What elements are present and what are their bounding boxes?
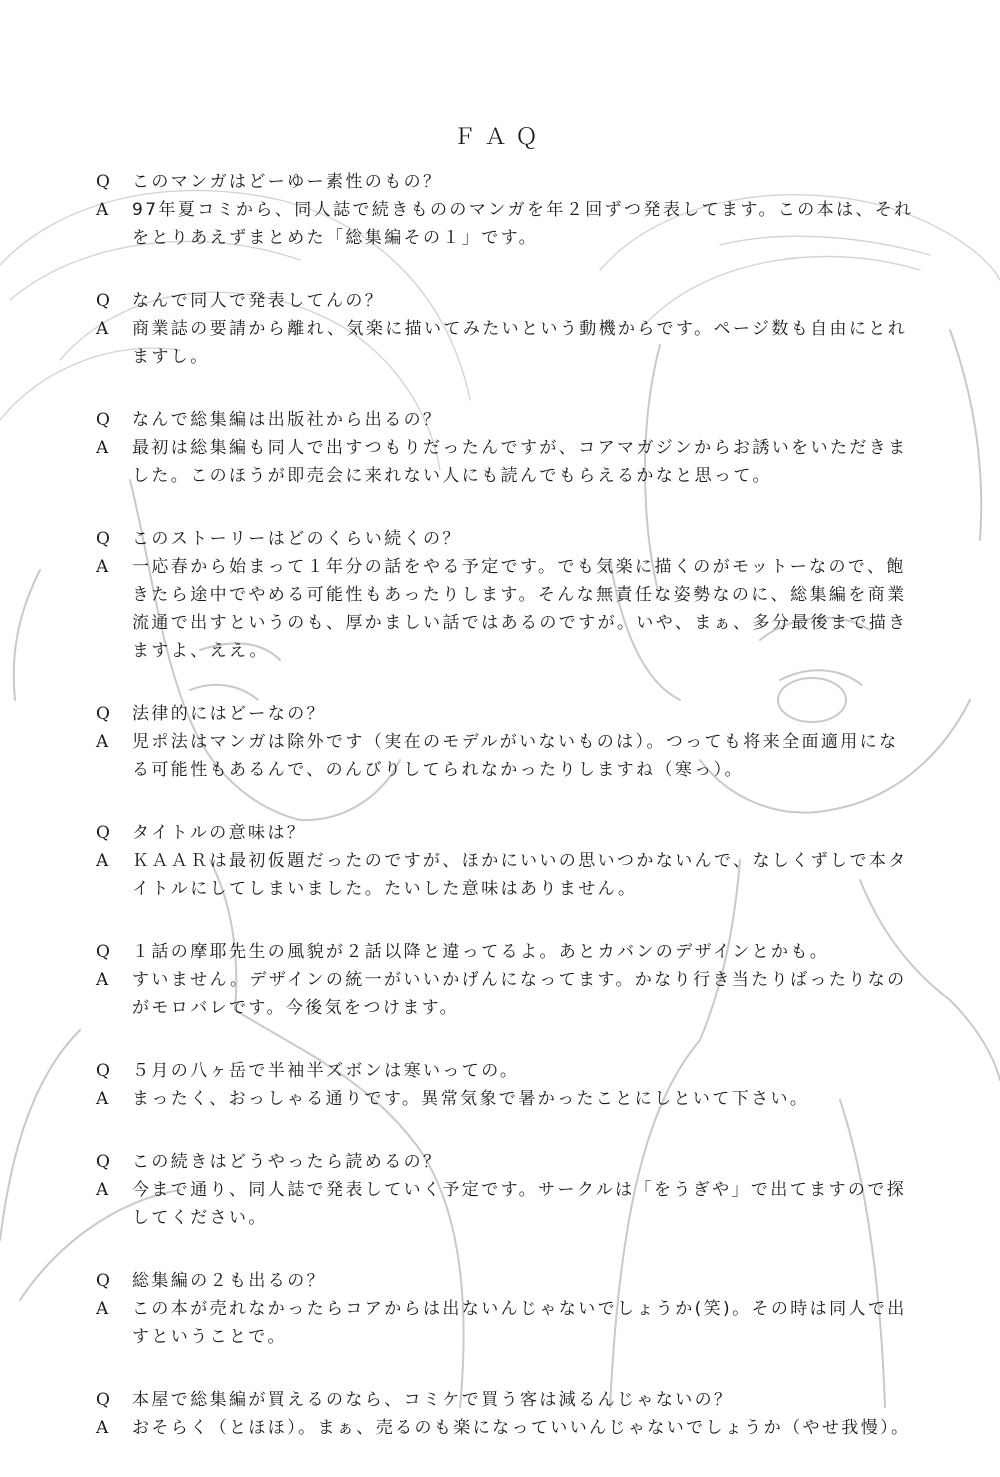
- question-text: 法律的にはどーなの？: [132, 704, 326, 724]
- question-marker: Q: [96, 172, 113, 192]
- faq-item: [96, 938, 914, 1022]
- answer-text: おそらく（とほほ）。まぁ、売るのも楽になっていいんじゃないでしょうか（やせ我慢）。: [132, 1418, 911, 1438]
- faq-question: [96, 819, 914, 847]
- faq-question: [96, 168, 914, 196]
- question-marker: Q: [96, 1271, 113, 1291]
- faq-item: [96, 819, 914, 903]
- faq-item: [96, 1057, 914, 1113]
- faq-item: [96, 287, 914, 371]
- faq-question: [96, 1386, 914, 1414]
- faq-item: [96, 1267, 914, 1351]
- question-text: この続きはどうやったら読めるの？: [132, 1152, 443, 1172]
- faq-item: [96, 1148, 914, 1232]
- faq-answer: [96, 315, 914, 371]
- question-marker: Q: [96, 410, 113, 430]
- question-text: このストーリーはどのくらい続くの？: [132, 529, 462, 549]
- answer-marker: A: [96, 319, 111, 339]
- faq-answer: [96, 728, 914, 784]
- question-marker: Q: [96, 704, 113, 724]
- answer-marker: A: [96, 1180, 111, 1200]
- answer-marker: A: [96, 200, 111, 220]
- question-text: 総集編の２も出るの？: [132, 1271, 326, 1291]
- faq-item: [96, 1386, 914, 1442]
- faq-list: [96, 168, 914, 1477]
- answer-text: 商業誌の要請から離れ、気楽に描いてみたいという動機からです。ページ数も自由にとれますし。: [132, 319, 908, 367]
- faq-question: [96, 938, 914, 966]
- faq-answer: [96, 966, 914, 1022]
- answer-marker: A: [96, 732, 111, 752]
- question-text: なんで同人で発表してんの？: [132, 291, 385, 311]
- question-marker: Q: [96, 291, 113, 311]
- answer-text: ＫＡＡＲは最初仮題だったのですが、ほかにいいの思いつかないんで、なしくずしで本タイトルにしてしまいました。たいした意味はありません。: [132, 851, 908, 899]
- question-marker: Q: [96, 942, 113, 962]
- answer-text: 児ポ法はマンガは除外です（実在のモデルがいないものは）。つっても将来全面適用になる可能性もあるんで、のんびりしてられなかったりしますね（寒っ）。: [132, 732, 899, 780]
- faq-answer: [96, 1295, 914, 1351]
- faq-question: [96, 1148, 914, 1176]
- question-marker: Q: [96, 823, 113, 843]
- answer-marker: A: [96, 557, 111, 577]
- question-text: タイトルの意味は？: [132, 823, 307, 843]
- faq-item: [96, 525, 914, 665]
- question-marker: Q: [96, 1152, 113, 1172]
- question-text: このマンガはどーゆー素性のもの？: [132, 172, 443, 192]
- faq-answer: [96, 1414, 914, 1442]
- faq-item: [96, 700, 914, 784]
- answer-marker: A: [96, 851, 111, 871]
- question-marker: Q: [96, 529, 113, 549]
- faq-answer: [96, 553, 914, 665]
- page-title: ＦＡＱ: [453, 125, 547, 150]
- faq-answer: [96, 847, 914, 903]
- faq-question: [96, 406, 914, 434]
- faq-question: [96, 287, 914, 315]
- answer-marker: A: [96, 1418, 111, 1438]
- question-text: １話の摩耶先生の風貌が２話以降と違ってるよ。あとカバンのデザインとかも。: [132, 942, 830, 962]
- answer-text: 一応春から始まって１年分の話をやる予定です。でも気楽に描くのがモットーなので、飽きたら途中でやめる可能性もあったりします。そんな無責任な姿勢なのに、総集編を商業流通で出すというのも、厚かましい話ではあるのですが。いや、まぁ、多分最後まで描きますよ、ええ。: [132, 557, 908, 661]
- answer-marker: A: [96, 438, 111, 458]
- answer-text: まったく、おっしゃる通りです。異常気象で暑かったことにしといて下さい。: [132, 1089, 810, 1109]
- answer-marker: A: [96, 1299, 111, 1319]
- faq-question: [96, 1057, 914, 1085]
- faq-question: [96, 700, 914, 728]
- faq-question: [96, 525, 914, 553]
- faq-item: [96, 168, 914, 252]
- answer-text: 最初は総集編も同人で出すつもりだったんですが、コアマガジンからお誘いをいただきました。このほうが即売会に来れない人にも読んでもらえるかなと思って。: [132, 438, 908, 486]
- faq-answer: [96, 196, 914, 252]
- answer-text: 今まで通り、同人誌で発表していく予定です。サークルは「をうぎや」で出てますので探してください。: [132, 1180, 907, 1228]
- faq-question: [96, 1267, 914, 1295]
- answer-marker: A: [96, 1089, 111, 1109]
- answer-text: この本が売れなかったらコアからは出ないんじゃないでしょうか(笑)。その時は同人で出すということで。: [132, 1299, 907, 1347]
- question-marker: Q: [96, 1061, 113, 1081]
- question-text: ５月の八ヶ岳で半袖半ズボンは寒いっての。: [132, 1061, 520, 1081]
- answer-text: すいません。デザインの統一がいいかげんになってます。かなり行き当たりばったりなのがモロバレです。今後気をつけます。: [132, 970, 907, 1018]
- answer-text: 97年夏コミから、同人誌で続きもののマンガを年２回ずつ発表してます。この本は、それをとりあえずまとめた「総集編その１」です。: [132, 200, 914, 248]
- faq-answer: [96, 434, 914, 490]
- answer-marker: A: [96, 970, 111, 990]
- faq-item: [96, 406, 914, 490]
- faq-answer: [96, 1176, 914, 1232]
- faq-answer: [96, 1085, 914, 1113]
- question-text: なんで総集編は出版社から出るの？: [132, 410, 443, 430]
- question-text: 本屋で総集編が買えるのなら、コミケで買う客は減るんじゃないの？: [132, 1390, 734, 1410]
- question-marker: Q: [96, 1390, 113, 1410]
